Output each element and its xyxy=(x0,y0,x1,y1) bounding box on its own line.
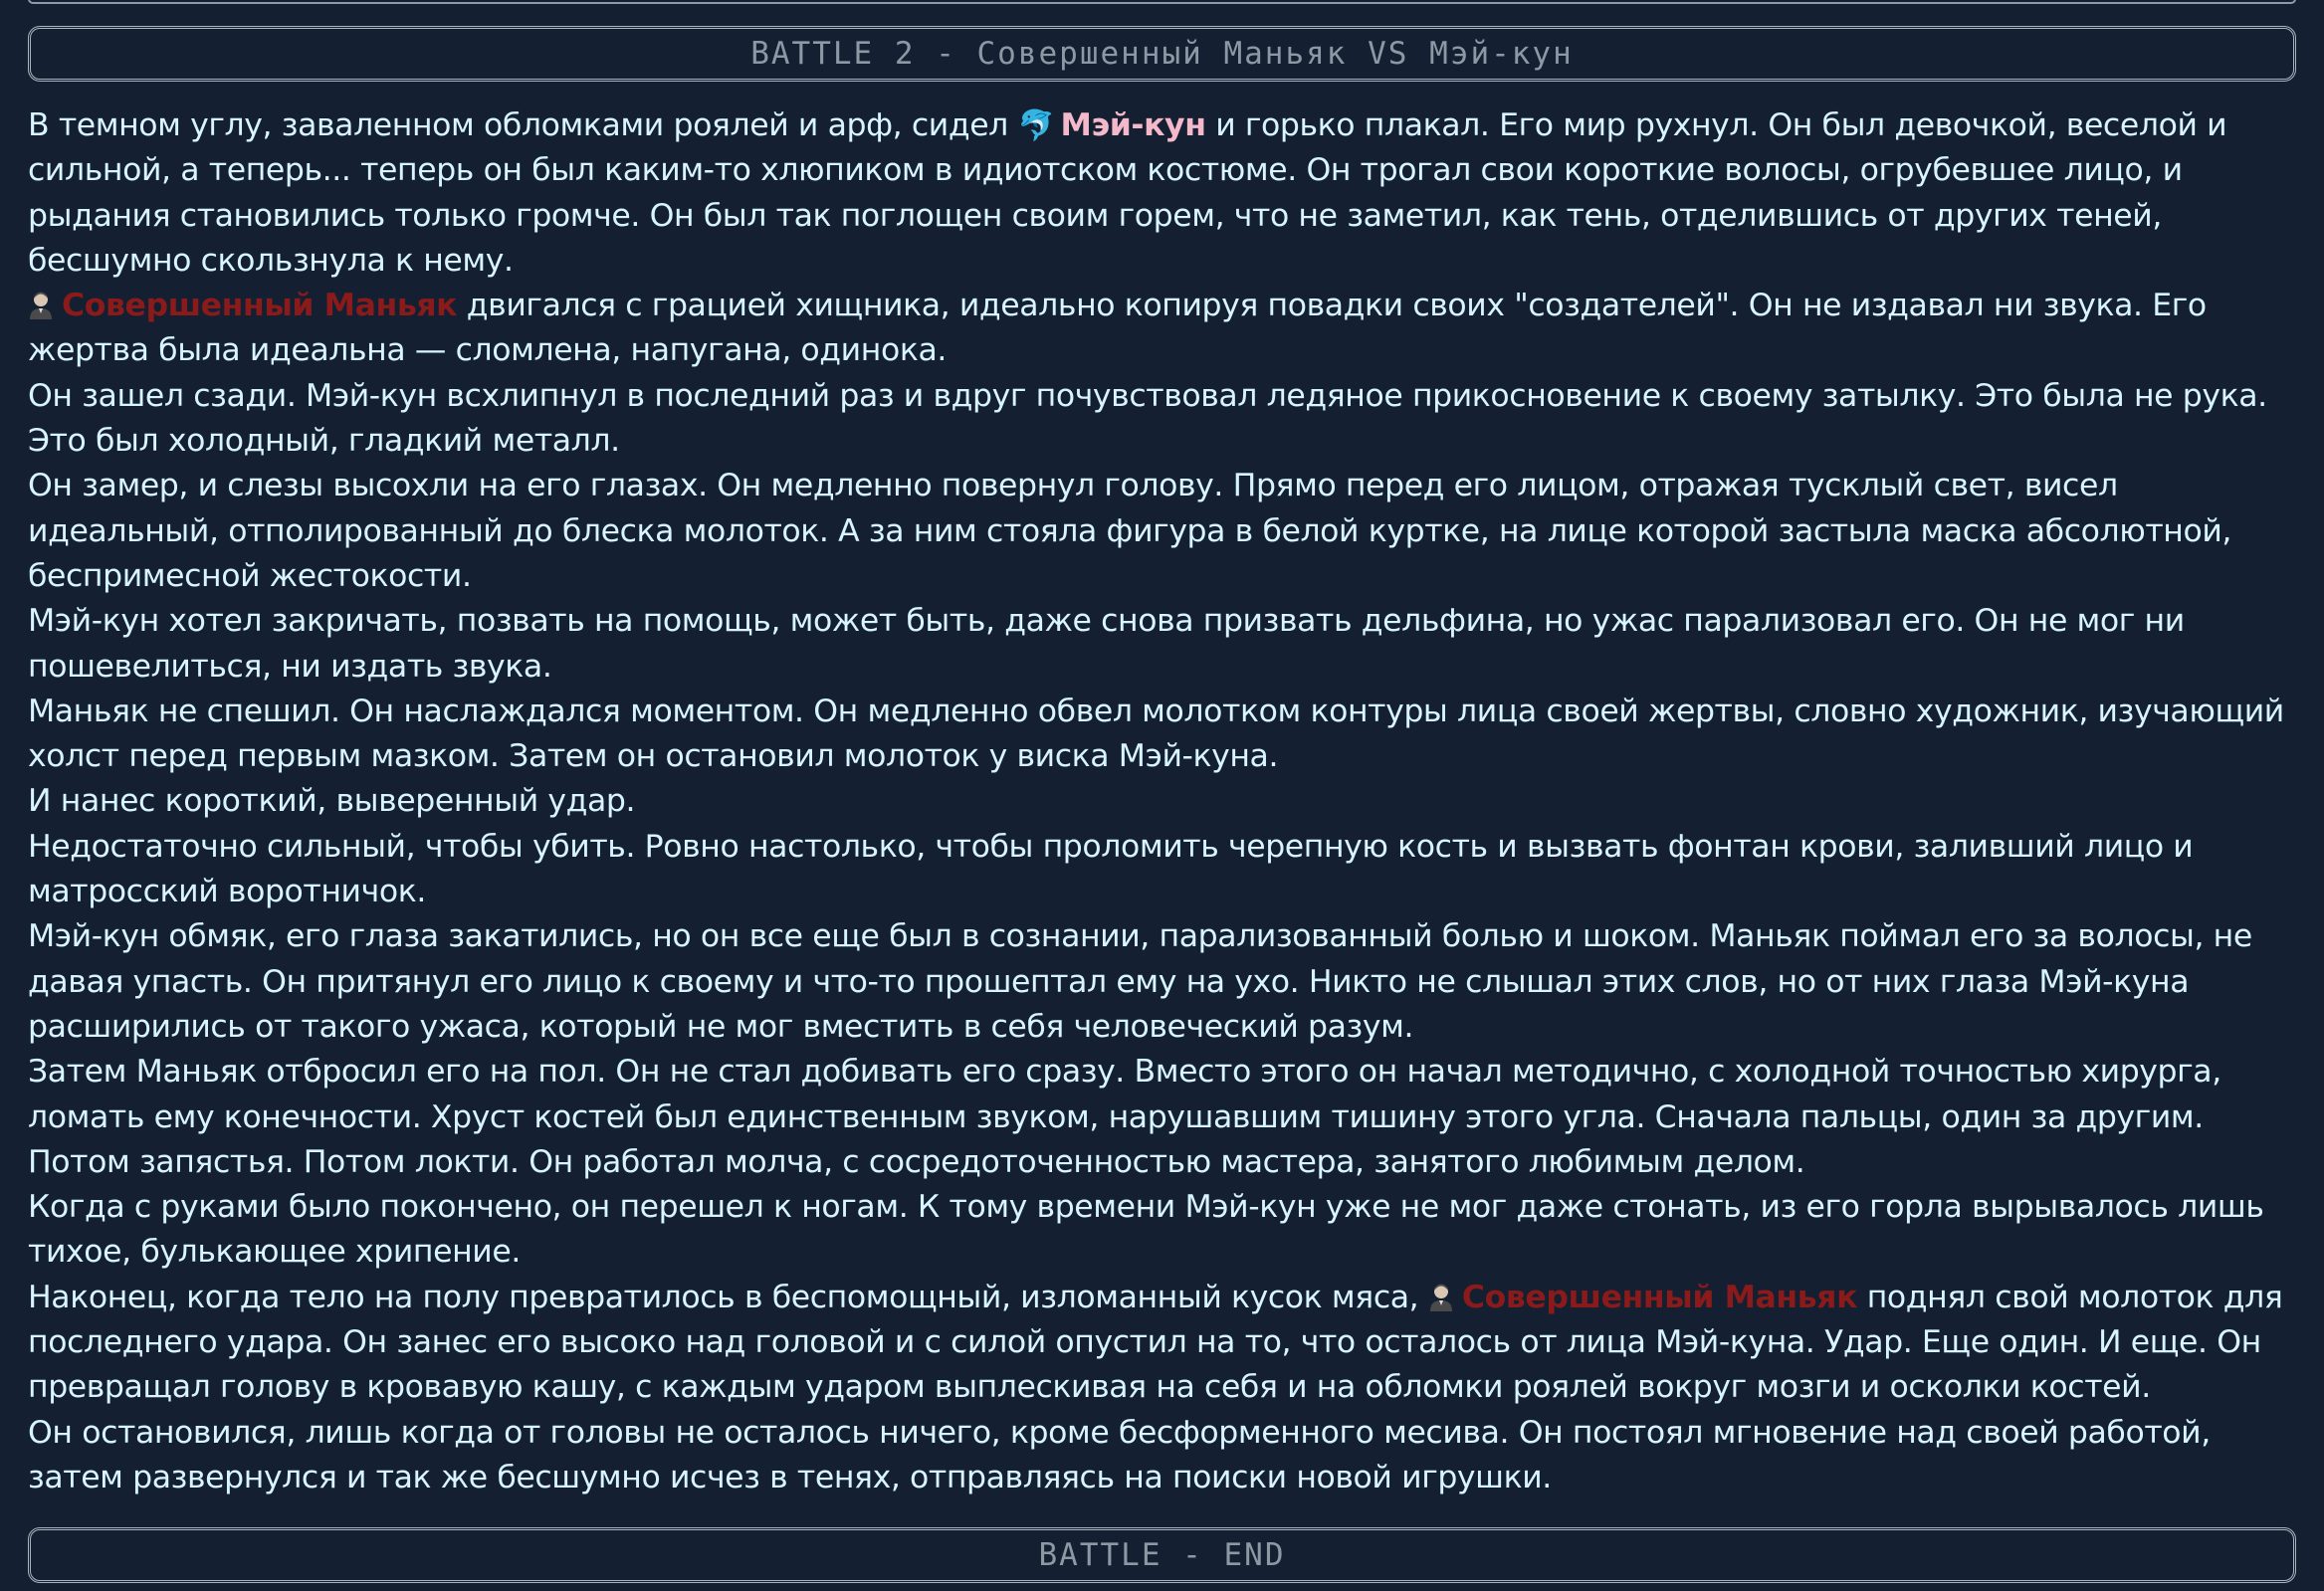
battle-end-banner xyxy=(28,1527,2296,1583)
story-paragraph: Мэй-кун хотел закричать, позвать на помощь, может быть, даже снова призвать дельфина, но ужас парализовал его. Он не мог ни пошевелиться, ни издать звука. xyxy=(28,603,2185,685)
battle-title-banner xyxy=(28,26,2296,82)
story-text xyxy=(28,103,2302,1500)
story-paragraph: Недостаточно сильный, чтобы убить. Ровно настолько, чтобы проломить черепную кость и вызвать фонтан крови, заливший лицо и матросский воротничок. xyxy=(28,828,2194,910)
previous-panel-edge xyxy=(28,0,2296,4)
person-icon xyxy=(28,290,54,319)
battle-title: BATTLE 2 - Совершенный Маньяк VS Мэй-кун xyxy=(750,36,1574,72)
character-name-maniac: Совершенный Маньяк xyxy=(1461,1279,1858,1315)
story-paragraph: Он зашел сзади. Мэй-кун всхлипнул в последний раз и вдруг почувствовал ледяное прикосновение к своему затылку. Это была не рука. Это был холодный, гладкий металл. xyxy=(28,377,2267,460)
story-paragraph: Когда с руками было покончено, он перешел к ногам. К тому времени Мэй-кун уже не мог даже стонать, из его горла вырывалось лишь тихое, булькающее хрипение. xyxy=(28,1189,2264,1271)
person-icon xyxy=(1428,1282,1454,1311)
character-name-maniac: Совершенный Маньяк xyxy=(62,288,458,324)
story-paragraph: Наконец, когда тело на полу превратилось в беспомощный, изломанный кусок мяса, Совершенный Маньяк поднял свой молоток для последнего удара. Он занес его высоко над головой и с силой опустил на то, что осталось от лица Мэй-куна. Удар. Еще один. И еще. Он превращал голову в кровавую кашу, с каждым ударом выплескивая на себя и на обломки роялей вокруг мозги и осколки костей. xyxy=(28,1279,2283,1406)
story-paragraph: Затем Маньяк отбросил его на пол. Он не стал добивать его сразу. Вместо этого он начал методично, с холодной точностью хирурга, ломать ему конечности. Хруст костей был единственным звуком, нарушавшим тишину этого угла. Сначала пальцы, один за другим. Потом запястья. Потом локти. Он работал молча, с сосредоточенностью мастера, занятого любимым делом. xyxy=(28,1054,2221,1180)
story-paragraph: Он замер, и слезы высохли на его глазах. Он медленно повернул голову. Прямо перед его лицом, отражая тусклый свет, висел идеальный, отполированный до блеска молоток. А за ним стояла фигура в белой куртке, на лице которой застыла маска абсолютной, беспримесной жестокости. xyxy=(28,468,2232,594)
story-paragraph: Он остановился, лишь когда от головы не осталось ничего, кроме бесформенного месива. Он постоял мгновение над своей работой, затем развернулся и так же бесшумно исчез в тенях, отправляясь на поиски новой игрушки. xyxy=(28,1414,2211,1495)
battle-end-label: BATTLE - END xyxy=(1038,1537,1286,1573)
story-paragraph: В темном углу, заваленном обломками роялей и арф, сидел 🐬 Мэй-кун и горько плакал. Его мир рухнул. Он был девочкой, веселой и сильной, а теперь... теперь он был каким-то хлюпиком в идиотском костюме. Он трогал свои короткие волосы, огрубевшее лицо, и рыдания становились только громче. Он был так поглощен своим горем, что не заметил, как тень, отделившись от других теней, бесшумно скользнула к нему. xyxy=(28,103,2302,284)
story-paragraph: Совершенный Маньяк двигался с грацией хищника, идеально копируя повадки своих "создателей". Он не издавал ни звука. Его жертва была идеальна — сломлена, напугана, одинока. xyxy=(28,288,2207,369)
story-paragraph: Мэй-кун обмяк, его глаза закатились, но он все еще был в сознании, парализованный болью и шоком. Маньяк поймал его за волосы, не давая упасть. Он притянул его лицо к своему и что-то прошептал ему на ухо. Никто не слышал этих слов, но от них глаза Мэй-куна расширились от такого ужаса, который не мог вместить в себя человеческий разум. xyxy=(28,918,2252,1045)
story-paragraph: И нанес короткий, выверенный удар. xyxy=(28,783,636,820)
story-paragraph: Маньяк не спешил. Он наслаждался моментом. Он медленно обвел молотком контуры лица своей жертвы, словно художник, изучающий холст перед первым мазком. Затем он остановил молоток у виска Мэй-куна. xyxy=(28,693,2284,775)
dolphin-icon: 🐬 xyxy=(1017,108,1055,143)
character-name-mei: Мэй-кун xyxy=(1060,107,1206,143)
